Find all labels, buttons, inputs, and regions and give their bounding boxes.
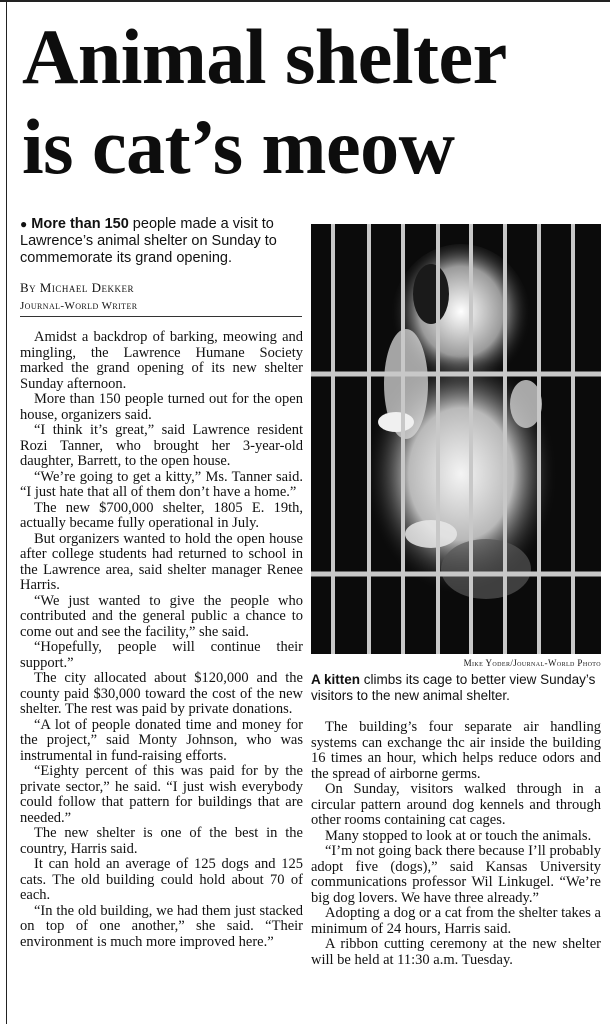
article-column-1 [20,330,303,950]
deck-lead: More than 150 [31,216,129,232]
headline [22,12,602,192]
article-paragraph: “I think it’s great,” said Lawrence resident Rozi Tanner, who brought her 3-year-old daughter, Barrett, to the open house. [20,422,303,469]
caption-text: climbs its cage to better view Sunday’s visitors to the new animal shelter. [311,672,596,703]
article-paragraph: “In the old building, we had them just stacked on top of one another,” she said. “Their environment is much more improved here.” [20,902,303,950]
article-paragraph: On Sunday, visitors walked through in a circular pattern around dog kennels and through other rooms containing cat cages. [311,781,601,828]
article-paragraph: “I’m not going back there because I’ll probably adopt five (dogs),” said Kansas University communications professor Wil Linkugel. “We’re big dog lovers. We have three already.” [311,843,601,906]
article-paragraph: “A lot of people donated time and money for the project,” said Monty Johnson, who was instrumental in fund-raising efforts. [20,716,303,764]
photo-caption [311,672,601,704]
photo-illustration [311,224,601,654]
article-paragraph: But organizers wanted to hold the open house after college students had returned to school in the Lawrence area, said shelter manager Renee Harris. [20,530,303,593]
byline-affiliation: Journal-World Writer [20,300,138,312]
article-paragraph: It can hold an average of 125 dogs and 125 cats. The old building could hold about 70 of each. [20,856,303,903]
byline-name: Michael Dekker [39,280,134,295]
kitten-dark-patch [413,264,449,324]
article-paragraph: More than 150 people turned out for the open house, organizers said. [20,391,303,423]
article-paragraph: “We just wanted to give the people who contributed and the general public a chance to come out and see the facility,” she said. [20,592,303,640]
left-rule [6,0,7,1024]
photo-credit: Mike Yoder/Journal-World Photo [463,658,601,668]
article-column-2 [311,720,601,968]
kitten-tail [441,539,531,599]
article-paragraph: The new $700,000 shelter, 1805 E. 19th, actually became fully operational in July. [20,499,303,531]
article-paragraph: Many stopped to look at or touch the animals. [325,827,592,844]
kitten-hind-paw [405,520,457,548]
article-paragraph: “Eighty percent of this was paid for by the private sector,” he said. “I just wish everybody could follow that pattern for buildings that are needed.” [20,763,303,826]
kitten-left-paw [378,412,414,432]
article-paragraph: A ribbon cutting ceremony at the new shelter will be held at 11:30 a.m. Tuesday. [311,936,601,968]
byline [20,280,300,296]
article-paragraph: The new shelter is one of the best in the country, Harris said. [20,825,303,857]
article-paragraph: “Hopefully, people will continue their support.” [20,639,303,671]
kitten-cage-photo [311,224,601,654]
byline-divider [20,316,302,317]
headline-line-2: is cat’s meow [22,103,455,190]
bullet-icon: ● [20,217,28,231]
top-rule [0,0,610,2]
article-paragraph: Amidst a backdrop of barking, meowing and mingling, the Lawrence Humane Society marked the grand opening of its new shelter Sunday afternoon. [20,329,303,392]
deck-text: people made a visit to Lawrence’s animal shelter on Sunday to commemorate its grand opening. [20,216,277,266]
article-paragraph: Adopting a dog or a cat from the shelter takes a minimum of 24 hours, Harris said. [311,905,601,937]
byline-prefix: By [20,280,37,295]
article-paragraph: The building’s four separate air handling systems can exchange thc air inside the building 16 times an hour, which helps reduce odors and the spread of airborne germs. [311,719,601,782]
caption-lead: A kitten [311,672,361,687]
deck-summary [20,216,300,267]
article-paragraph: The city allocated about $120,000 and the county paid $30,000 toward the cost of the new shelter. The rest was paid by private donations. [20,670,303,717]
headline-line-1: Animal shelter [22,13,507,100]
article-paragraph: “We’re going to get a kitty,” Ms. Tanner said. “I just hate that all of them don’t have a home.” [20,468,303,500]
